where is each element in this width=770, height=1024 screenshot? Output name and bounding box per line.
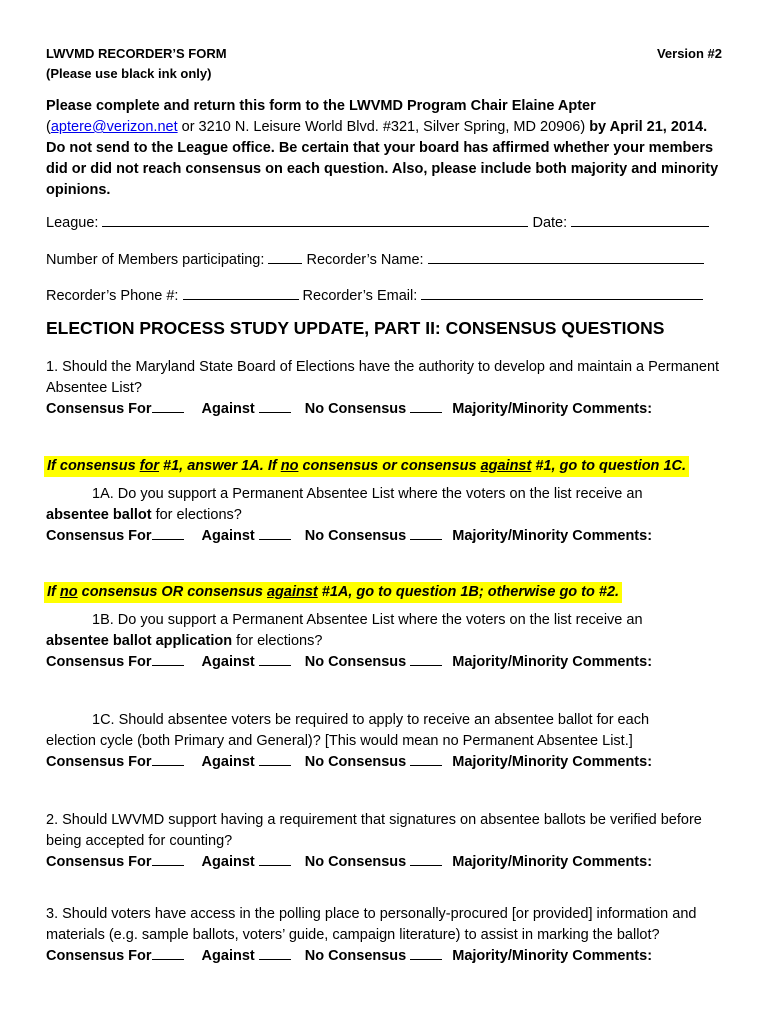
consensus-for-blank[interactable] <box>152 525 184 540</box>
league-field[interactable] <box>102 212 528 227</box>
mailing-address: or 3210 N. Leisure World Blvd. #321, Silver Spring, MD 20906) <box>177 119 590 135</box>
question-1c <box>46 710 726 773</box>
members-field[interactable] <box>268 249 302 264</box>
comments-label: Majority/Minority Comments: <box>452 401 653 417</box>
question-text: for elections? <box>232 632 323 649</box>
version-label: Version #2 <box>656 46 722 61</box>
against-blank[interactable] <box>259 525 291 540</box>
note-emphasis: for <box>139 458 160 474</box>
consensus-for-label: Consensus For <box>46 754 152 770</box>
note-text: #1, go to question 1C. <box>531 458 687 474</box>
no-consensus-blank[interactable] <box>410 525 442 540</box>
no-consensus-label: No Consensus <box>304 654 407 670</box>
members-name-row <box>46 249 722 270</box>
phone-email-row <box>46 285 722 306</box>
consensus-row-1a <box>46 525 726 547</box>
consensus-for-blank[interactable] <box>152 851 184 866</box>
no-consensus-label: No Consensus <box>304 401 407 417</box>
consensus-row-1 <box>46 398 726 420</box>
consensus-for-blank[interactable] <box>152 751 184 766</box>
no-consensus-blank[interactable] <box>410 651 442 666</box>
against-label: Against <box>201 401 255 417</box>
against-blank[interactable] <box>259 398 291 413</box>
members-label: Number of Members participating: <box>46 252 265 268</box>
phone-label: Recorder’s Phone #: <box>46 288 179 304</box>
consensus-row-1c <box>46 751 726 773</box>
question-2 <box>46 810 726 873</box>
instructions <box>46 96 726 201</box>
question-1c-text: 1C. Should absentee voters be required to apply to receive an absentee ballot for each <box>92 712 650 728</box>
note-text: consensus or consensus <box>298 458 481 474</box>
against-label: Against <box>201 528 255 544</box>
question-text: for elections? <box>151 506 242 523</box>
form-header <box>46 44 722 84</box>
instruction-note-1 <box>44 456 689 477</box>
instruction-note-2 <box>44 582 622 603</box>
against-blank[interactable] <box>259 651 291 666</box>
consensus-for-label: Consensus For <box>46 854 152 870</box>
league-date-row <box>46 212 722 233</box>
note-emphasis: no <box>280 458 299 474</box>
email-label: Recorder’s Email: <box>302 288 418 304</box>
paren-open: ( <box>46 119 51 135</box>
comments-label: Majority/Minority Comments: <box>452 854 653 870</box>
note-emphasis: no <box>59 584 78 600</box>
consensus-for-blank[interactable] <box>152 945 184 960</box>
question-emphasis: absentee ballot <box>46 506 152 523</box>
deadline-text: by April 21, 2014. Do not send to the League office. Be certain that your board has affirmed whether your members did or did not reach consensus on each question. Also, please include both majority and minority opinions. <box>46 119 719 198</box>
note-text: If <box>47 584 60 600</box>
comments-label: Majority/Minority Comments: <box>452 754 653 770</box>
consensus-for-label: Consensus For <box>46 654 152 670</box>
question-1b-text <box>46 610 726 631</box>
question-1-text: 1. Should the Maryland State Board of Elections have the authority to develop and maintain a Permanent Absentee List? <box>46 359 720 396</box>
ink-note: (Please use black ink only) <box>46 66 212 81</box>
against-label: Against <box>201 654 255 670</box>
question-1 <box>46 357 726 420</box>
against-blank[interactable] <box>259 945 291 960</box>
phone-field[interactable] <box>183 285 299 300</box>
no-consensus-label: No Consensus <box>304 854 407 870</box>
chair-email-link[interactable]: aptere@verizon.net <box>50 119 178 135</box>
question-3 <box>46 904 726 967</box>
consensus-row-3 <box>46 945 726 967</box>
no-consensus-blank[interactable] <box>410 398 442 413</box>
question-text: 1A. Do you support a Permanent Absentee List where the voters on the list receive an <box>92 486 643 502</box>
consensus-for-label: Consensus For <box>46 528 152 544</box>
question-text: 1B. Do you support a Permanent Absentee List where the voters on the list receive an <box>92 612 643 628</box>
consensus-for-label: Consensus For <box>46 948 152 964</box>
consensus-for-blank[interactable] <box>152 651 184 666</box>
note-emphasis: against <box>266 584 318 600</box>
recorder-email-field[interactable] <box>421 285 703 300</box>
against-blank[interactable] <box>259 751 291 766</box>
comments-label: Majority/Minority Comments: <box>452 528 653 544</box>
consensus-for-blank[interactable] <box>152 398 184 413</box>
note-emphasis: against <box>480 458 532 474</box>
recorder-name-label: Recorder’s Name: <box>306 252 424 268</box>
question-1b-cont <box>46 631 726 652</box>
comments-label: Majority/Minority Comments: <box>452 948 653 964</box>
question-emphasis: absentee ballot application <box>46 632 233 649</box>
note-text: #1A, go to question 1B; otherwise go to #2. <box>317 584 620 600</box>
question-1c-cont: election cycle (both Primary and General)? [This would mean no Permanent Absentee List.] <box>46 732 633 749</box>
note-text: #1, answer 1A. If <box>159 458 281 474</box>
consensus-row-1b <box>46 651 726 673</box>
no-consensus-blank[interactable] <box>410 751 442 766</box>
comments-label: Majority/Minority Comments: <box>452 654 653 670</box>
no-consensus-blank[interactable] <box>410 851 442 866</box>
question-2-text: 2. Should LWVMD support having a requirement that signatures on absentee ballots be verified before being accepted for counting? <box>46 812 702 849</box>
no-consensus-label: No Consensus <box>304 754 407 770</box>
date-label: Date: <box>532 215 568 231</box>
against-label: Against <box>201 754 255 770</box>
recorder-name-field[interactable] <box>428 249 704 264</box>
question-3-text: 3. Should voters have access in the polling place to personally-procured [or provided] information and materials (e.g. sample ballots, voters’ guide, campaign literature) to assist in marking the ballot? <box>46 906 697 943</box>
league-label: League: <box>46 215 99 231</box>
note-text: consensus OR consensus <box>77 584 267 600</box>
consensus-for-label: Consensus For <box>46 401 152 417</box>
note-text: If consensus <box>47 458 140 474</box>
question-1a-text <box>46 484 726 505</box>
no-consensus-blank[interactable] <box>410 945 442 960</box>
date-field[interactable] <box>571 212 709 227</box>
section-title: ELECTION PROCESS STUDY UPDATE, PART II: CONSENSUS QUESTIONS <box>46 318 665 338</box>
question-1a <box>46 484 726 547</box>
instructions-lead: Please complete and return this form to the LWVMD Program Chair Elaine Apter <box>46 98 596 114</box>
against-label: Against <box>201 948 255 964</box>
no-consensus-label: No Consensus <box>304 528 407 544</box>
no-consensus-label: No Consensus <box>304 948 407 964</box>
question-1a-cont <box>46 505 726 526</box>
question-1b <box>46 610 726 673</box>
against-blank[interactable] <box>259 851 291 866</box>
consensus-row-2 <box>46 851 726 873</box>
against-label: Against <box>201 854 255 870</box>
form-title: LWVMD RECORDER’S FORM <box>46 46 227 61</box>
